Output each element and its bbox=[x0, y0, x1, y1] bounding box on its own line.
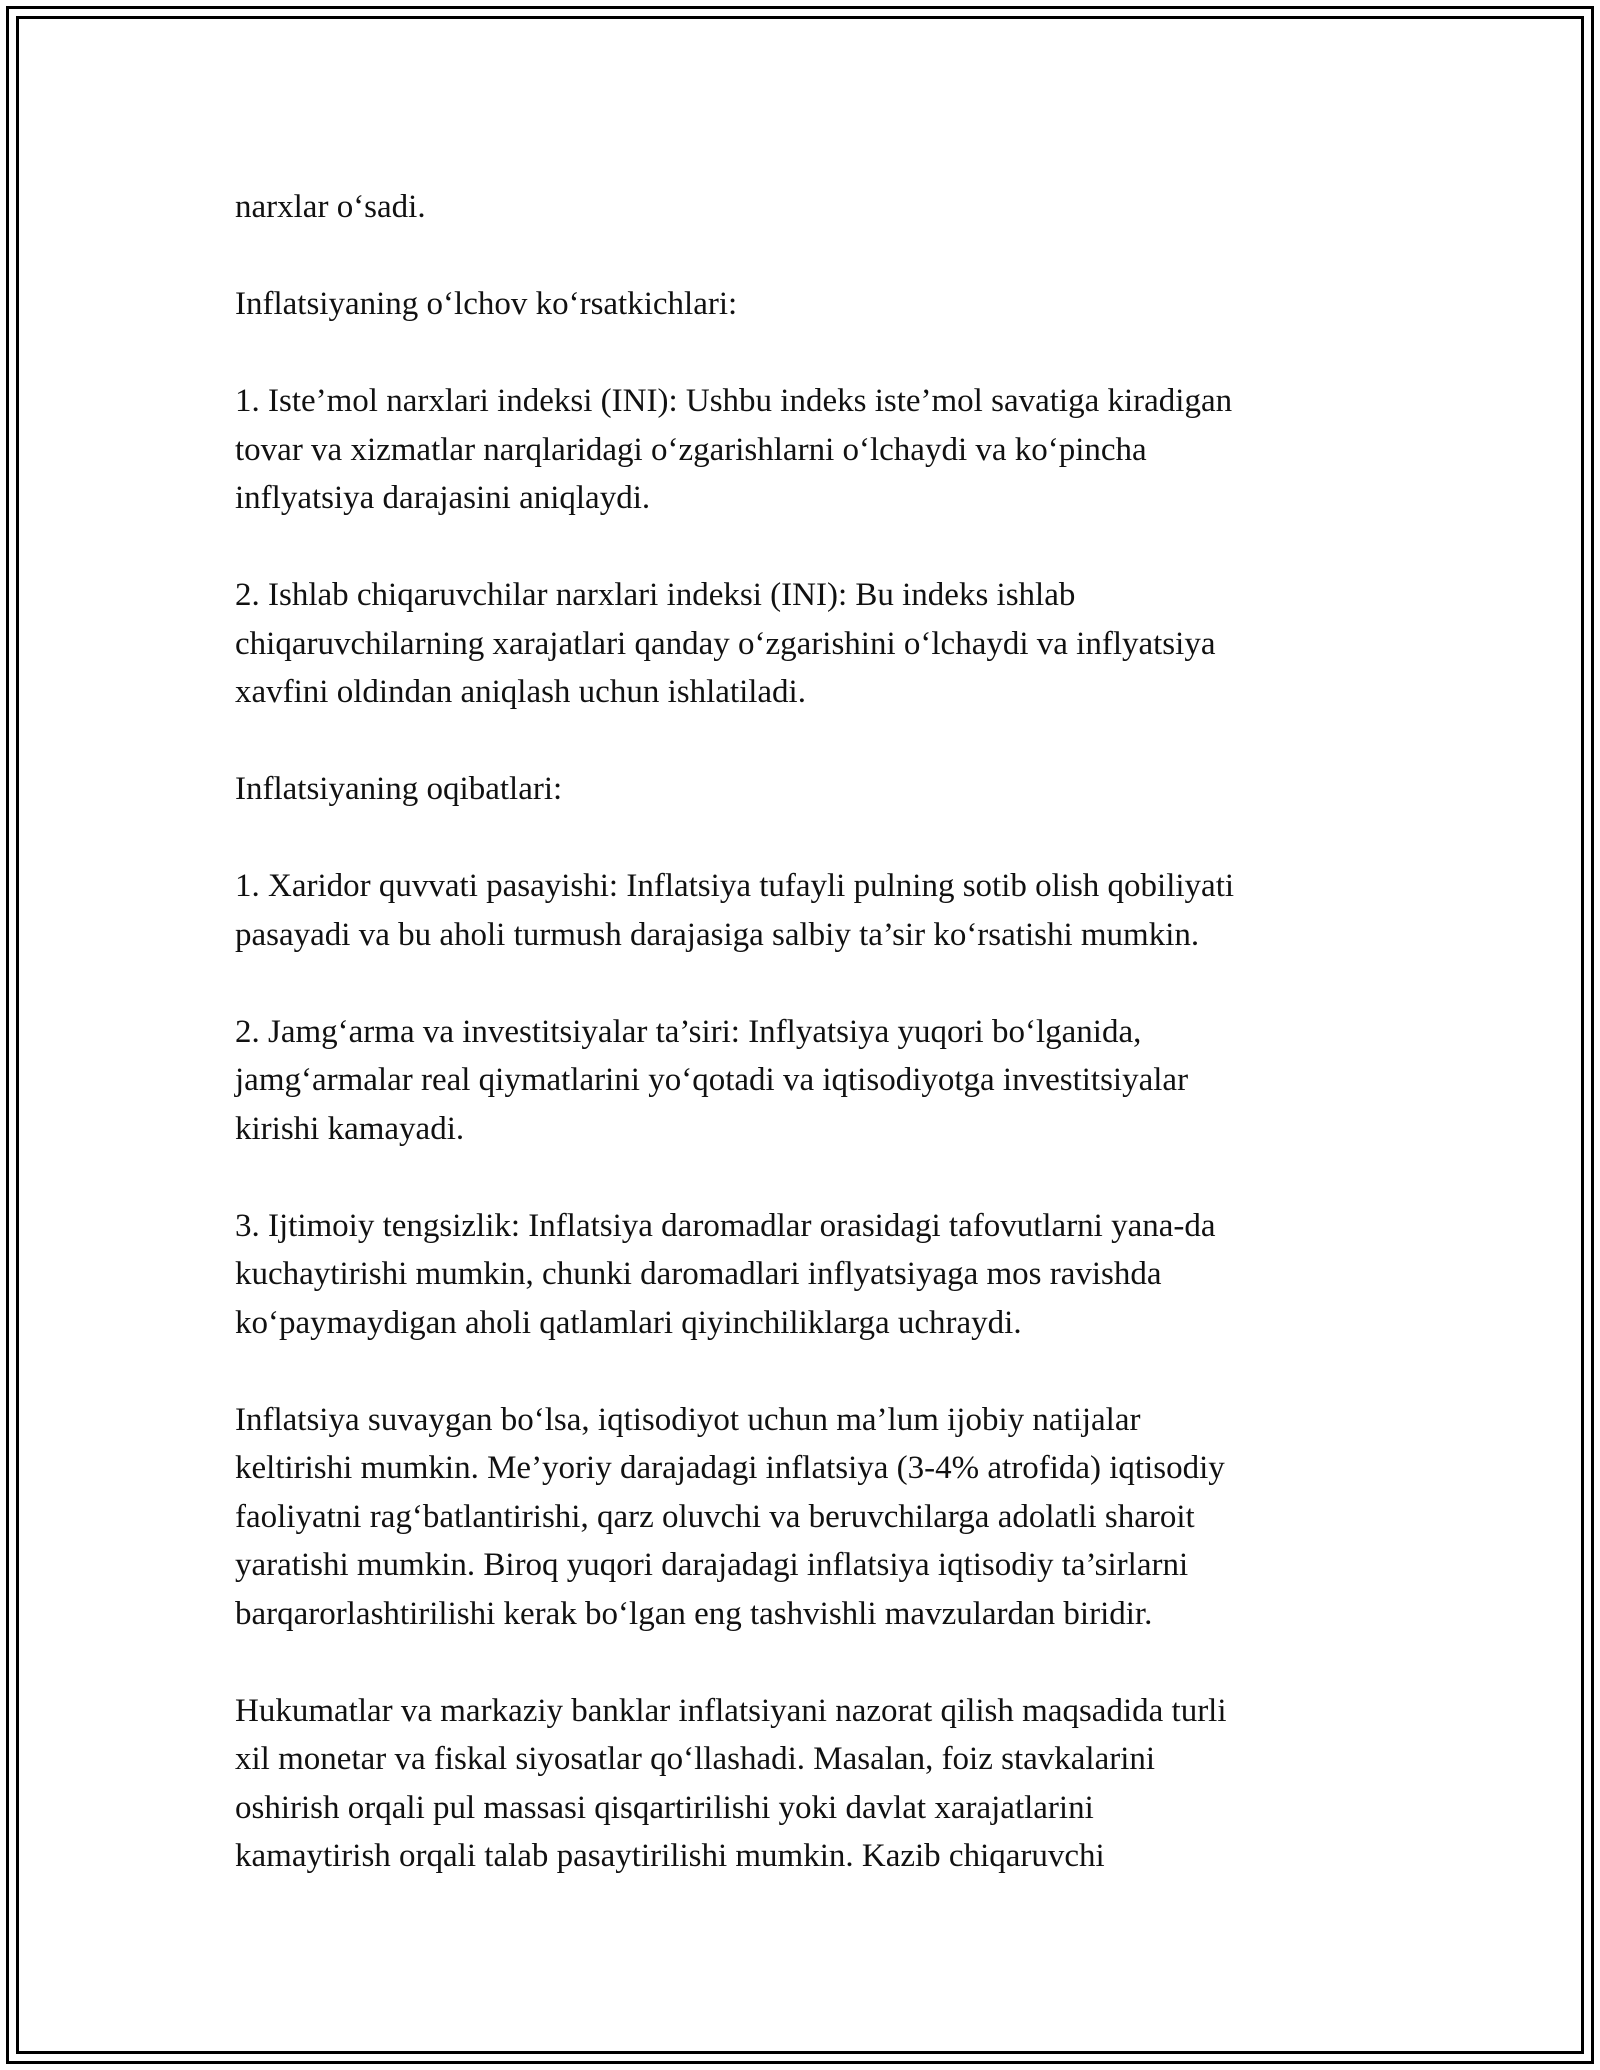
list-item-savings-investments: 2. Jamg‘arma va investitsiyalar ta’siri: Inflyatsiya yuqori bo‘lganida, jamg‘armalar real qiymatlarini yo‘qotadi va iqtisodiyotga investitsiyalar kirishi kamayadi. bbox=[235, 1013, 1189, 1147]
list-item-consumer-price-index: 1. Iste’mol narxlari indeksi (INI): Ushbu indeks iste’mol savatiga kiradigan tovar va xizmatlar narqlaridagi o‘zgarishlarni o‘lchaydi va ko‘pincha inflyatsiya darajasini aniqlaydi. bbox=[235, 383, 1233, 516]
document-body bbox=[235, 183, 1365, 1881]
section-heading-consequences: Inflatsiyaning oqibatlari: bbox=[235, 771, 563, 807]
paragraph-government-policy: Hukumatlar va markaziy banklar inflatsiyani nazorat qilish maqsadida turli xil monetar va fiskal siyosatlar qo‘llashadi. Masalan, foiz stavkalarini oshirish orqali pul massasi qisqartirilishi yoki davlat xarajatlarini kamaytirish orqali talab pasaytirilishi mumkin. Kazib chiqaruvchi bbox=[235, 1692, 1227, 1874]
paragraph-moderate-inflation: Inflatsiya suvaygan bo‘lsa, iqtisodiyot uchun ma’lum ijobiy natijalar keltirishi mumkin. Me’yoriy darajadagi inflatsiya (3-4% atrofida) iqtisodiy faoliyatni rag‘batlantirishi, qarz oluvchi va beruvchilarga adolatli sharoit yaratishi mumkin. Biroq yuqori darajadagi inflatsiya iqtisodiy ta’sirlarni barqarorlashtirilishi kerak bo‘lgan eng tashvishli mavzulardan biridir. bbox=[235, 1401, 1225, 1632]
section-heading-measurement: Inflatsiyaning o‘lchov ko‘rsatkichlari: bbox=[235, 286, 738, 322]
list-item-producer-price-index: 2. Ishlab chiqaruvchilar narxlari indeksi (INI): Bu indeks ishlab chiqaruvchilarning xarajatlari qanday o‘zgarishini o‘lchaydi va inflyatsiya xavfini oldindan aniqlash uchun ishlatiladi. bbox=[235, 577, 1216, 710]
paragraph-continuation: narxlar o‘sadi. bbox=[235, 189, 426, 225]
list-item-social-inequality: 3. Ijtimoiy tengsizlik: Inflatsiya daromadlar orasidagi tafovutlarni yana-da kuchaytirishi mumkin, chunki daromadlari inflyatsiyaga mos ravishda ko‘paymaydigan aholi qatlamlari qiyinchiliklarga uchraydi. bbox=[235, 1207, 1216, 1341]
list-item-purchasing-power: 1. Xaridor quvvati pasayishi: Inflatsiya tufayli pulning sotib olish qobiliyati pasayadi va bu aholi turmush darajasiga salbiy ta’sir ko‘rsatishi mumkin. bbox=[235, 868, 1235, 953]
